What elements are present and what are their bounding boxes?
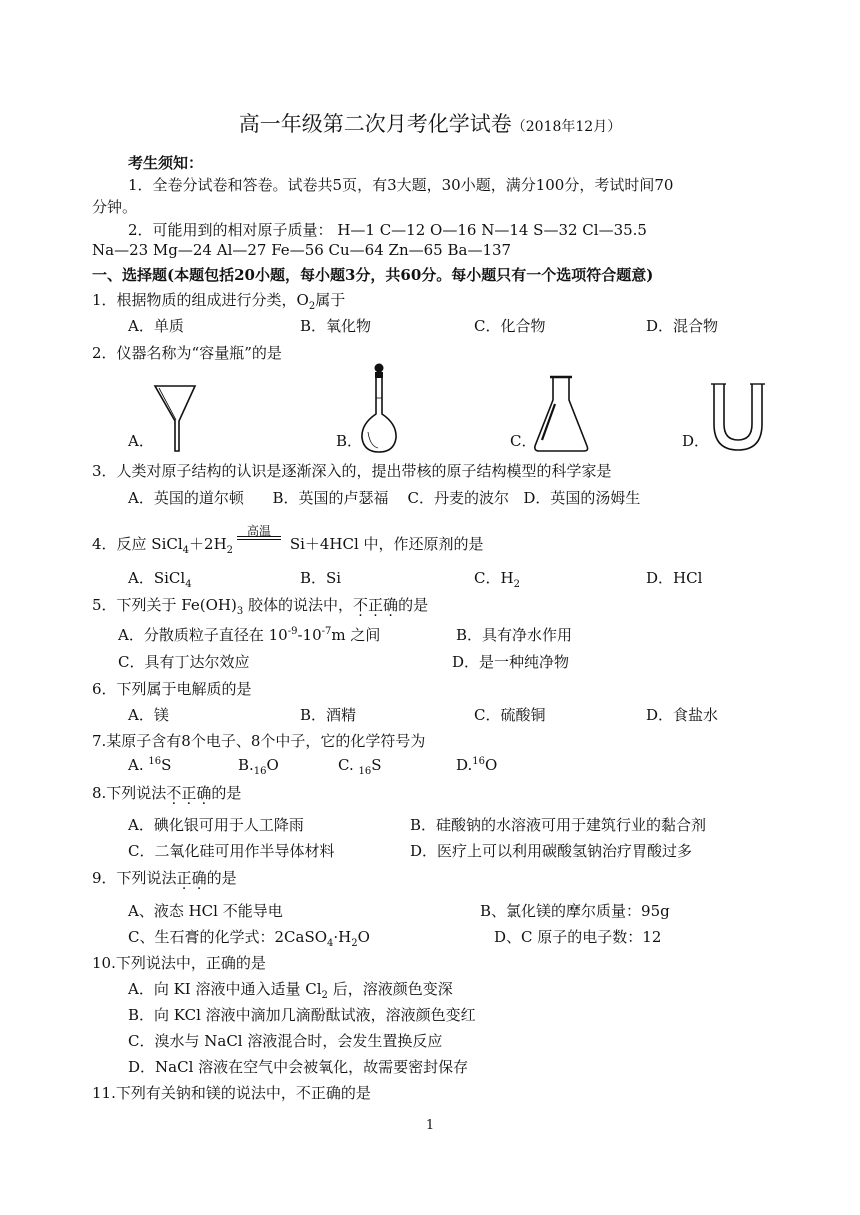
page-title <box>0 108 860 138</box>
q1-option-c: C．化合物 <box>474 317 546 335</box>
q2-option-d: D． <box>682 432 710 450</box>
q1-option-a: A．单质 <box>128 317 184 335</box>
q6-option-d: D．食盐水 <box>646 706 719 724</box>
erlenmeyer-flask-image <box>532 374 592 454</box>
u-tube-image <box>704 380 772 454</box>
notice-item1-line1: 1．全卷分试卷和答卷。试卷共5页，有3大题，30小题，满分100分，考试时间70 <box>128 176 674 194</box>
q10-option-d: D．NaCl 溶液在空气中会被氧化，故需要密封保存 <box>128 1058 469 1076</box>
q2-stem: 2．仪器名称为“容量瓶”的是 <box>92 344 282 362</box>
q8-option-b: B．硅酸钠的水溶液可用于建筑行业的黏合剂 <box>410 816 707 834</box>
q10-stem: 10.下列说法中，正确的是 <box>92 954 266 972</box>
q5-option-b: B．具有净水作用 <box>456 626 573 644</box>
q4-option-a: A．SiCl$_4$ <box>128 569 192 590</box>
q4-option-d: D．HCl <box>646 569 703 587</box>
notice-item2-line1: 2．可能用到的相对原子质量： H—1 C—12 O—16 N—14 S—32 Cl—35.5 <box>128 221 647 239</box>
q9-stem: 9．下列说法正确的是 <box>92 869 237 887</box>
q2-option-a: A． <box>128 432 154 450</box>
q5-option-c: C．具有丁达尔效应 <box>118 653 250 671</box>
q3-stem: 3．人类对原子结构的认识是逐渐深入的，提出带核的原子结构模型的科学家是 <box>92 462 612 480</box>
q2-option-c: C． <box>510 432 537 450</box>
q8-stem: 8.下列说法不正确的是 <box>92 784 242 802</box>
q3-options: A．英国的道尔顿 B．英国的卢瑟福 C．丹麦的波尔 D．英国的汤姆生 <box>128 489 641 507</box>
reaction-condition: 高温 <box>237 535 281 549</box>
q4-option-c: C．$H_2$ <box>474 569 520 590</box>
q1-stem: 1．根据物质的组成进行分类，$O_2$属于 <box>92 291 346 312</box>
q4-option-b: B．Si <box>300 569 342 587</box>
q9-option-c: C、生石膏的化学式：$2CaSO_4\cdot H_2O$ <box>128 928 370 949</box>
q8-option-a: A．碘化银可用于人工降雨 <box>128 816 304 834</box>
q5-stem: 5．下列关于 $Fe(OH)_3$ 胶体的说法中，不正确的是 <box>92 596 429 617</box>
q10-option-b: B．向 KCl 溶液中滴加几滴酚酞试液，溶液颜色变红 <box>128 1006 476 1024</box>
q6-stem: 6．下列属于电解质的是 <box>92 680 252 698</box>
q7-option-d: D.$^{16}$O <box>456 756 498 774</box>
title-date: （2018年12月） <box>511 119 622 135</box>
q5-option-a: A．分散质粒子直径在 $10^{-9}-10^{-7}m$ 之间 <box>118 626 381 644</box>
notice-item1-line2: 分钟。 <box>92 198 138 216</box>
q7-option-a: A. $^{16}$S <box>128 756 172 774</box>
q7-option-b: $B._{16}O$ <box>238 756 279 777</box>
q9-option-d: D、C 原子的电子数：12 <box>494 928 662 946</box>
q1-option-d: D．混合物 <box>646 317 719 335</box>
q8-option-c: C．二氧化硅可用作半导体材料 <box>128 842 335 860</box>
q5-option-d: D．是一种纯净物 <box>452 653 570 671</box>
volumetric-flask-image <box>358 362 404 456</box>
q2-option-b: B． <box>336 432 363 450</box>
q11-stem: 11.下列有关钠和镁的说法中，不正确的是 <box>92 1084 371 1102</box>
page-number: 1 <box>425 1118 435 1133</box>
notice-heading: 考生须知： <box>128 154 204 172</box>
funnel-image <box>152 383 198 453</box>
q7-stem: 7.某原子含有8个电子、8个中子，它的化学符号为 <box>92 732 426 750</box>
title-main: 高一年级第二次月考化学试卷 <box>238 112 512 136</box>
q6-option-a: A．镁 <box>128 706 169 724</box>
q1-option-b: B．氧化物 <box>300 317 372 335</box>
q10-option-c: C．溴水与 NaCl 溶液混合时，会发生置换反应 <box>128 1032 443 1050</box>
section-heading: 一、选择题(本题包括20小题，每小题3分，共60分。每小题只有一个选项符合题意) <box>92 266 654 284</box>
q6-option-c: C．硫酸铜 <box>474 706 546 724</box>
q7-option-c: C. $_{16}$S <box>338 756 382 777</box>
q9-option-a: A、液态 HCl 不能导电 <box>128 902 283 920</box>
q10-option-a: A．向 KI 溶液中通入适量 $Cl_2$ 后，溶液颜色变深 <box>128 980 453 1001</box>
notice-item2-line2: Na—23 Mg—24 Al—27 Fe—56 Cu—64 Zn—65 Ba—137 <box>92 241 512 259</box>
q8-option-d: D．医疗上可以利用碳酸氢钠治疗胃酸过多 <box>410 842 693 860</box>
q4-stem: 4．反应 $SiCl_4+2H_2$ 高温 Si＋4HCl 中，作还原剂的是 <box>92 524 484 556</box>
q6-option-b: B．酒精 <box>300 706 357 724</box>
q9-option-b: B、氯化镁的摩尔质量：95g <box>480 902 670 920</box>
